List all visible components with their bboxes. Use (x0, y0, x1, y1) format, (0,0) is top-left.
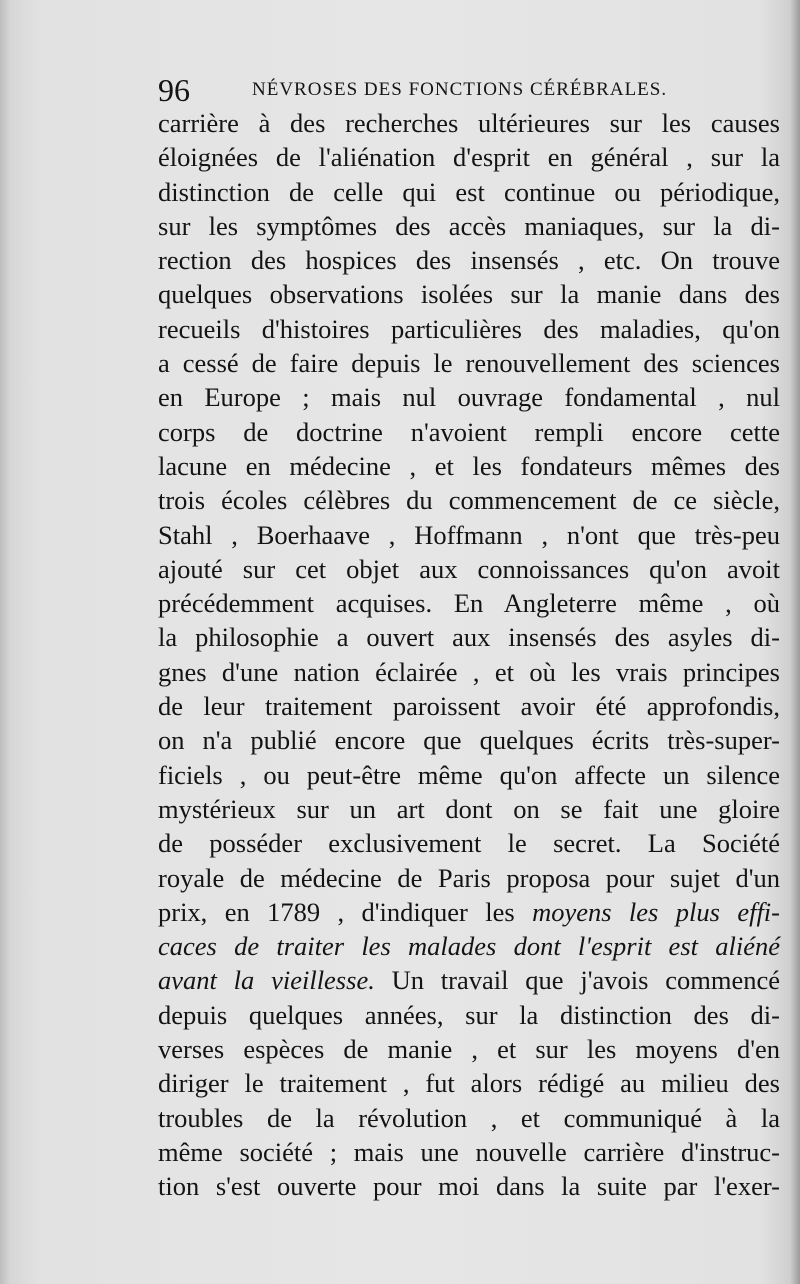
text-line: mystérieux sur un art dont on se fait une gloire (158, 793, 780, 824)
text-line-mixed (158, 963, 780, 997)
text-line: carrière à des recherches ultérieures sur les causes (158, 108, 780, 138)
text-line: trois écoles célèbres du commencement de ce siècle, (158, 485, 780, 516)
text-line: de posséder exclusivement le secret. La Société (158, 828, 780, 859)
text-line: diriger le traitement , fut alors rédigé au milieu des (158, 1068, 780, 1099)
text-line: Stahl , Boerhaave , Hoffmann , n'ont que très-peu (158, 519, 780, 550)
text-line: tion s'est ouverte pour moi dans la suite par l'exer- (158, 1171, 780, 1202)
text-line: ajouté sur cet objet aux connoissances qu'on avoit (158, 553, 780, 584)
text-line: corps de doctrine n'avoient rempli encore cette (158, 416, 780, 447)
italic-segment: moyens les plus effi- (532, 896, 780, 927)
text-line: de leur traitement paroissent avoir été approfondis, (158, 691, 780, 722)
page-header (158, 70, 778, 110)
italic-segment: avant la vieillesse. (158, 965, 375, 996)
text-line: éloignées de l'aliénation d'esprit en général , sur la (158, 142, 780, 173)
roman-segment: Un travail que j'avois commencé (374, 965, 780, 996)
text-line: précédemment acquises. En Angleterre même , où (158, 588, 780, 619)
text-line: distinction de celle qui est continue ou périodique, (158, 176, 780, 207)
text-line: troubles de la révolution , et communiqué à la (158, 1102, 780, 1133)
text-line: verses espèces de manie , et sur les moyens d'en (158, 1034, 780, 1065)
text-line-italic: caces de traiter les malades dont l'esprit est aliéné (158, 931, 780, 962)
roman-segment: prix, en 1789 , d'indiquer les (158, 896, 533, 927)
text-line: a cessé de faire depuis le renouvellement des sciences (158, 348, 780, 379)
text-line: quelques observations isolées sur la manie dans des (158, 279, 780, 310)
text-line: sur les symptômes des accès maniaques, sur la di- (158, 210, 780, 241)
text-line: la philosophie a ouvert aux insensés des asyles di- (158, 622, 780, 653)
text-line: on n'a publié encore que quelques écrits très-super- (158, 725, 780, 756)
text-line: lacune en médecine , et les fondateurs mêmes des (158, 450, 780, 481)
running-head: NÉVROSES DES FONCTIONS CÉRÉBRALES. (252, 79, 668, 100)
body-text (158, 106, 780, 1204)
text-line: rection des hospices des insensés , etc. On trouve (158, 245, 780, 276)
text-line: en Europe ; mais nul ouvrage fondamental , nul (158, 382, 780, 413)
text-line-mixed (158, 895, 780, 929)
text-line: gnes d'une nation éclairée , et où les vrais principes (158, 656, 780, 687)
text-line: royale de médecine de Paris proposa pour sujet d'un (158, 862, 780, 893)
text-line: même société ; mais une nouvelle carrière d'instruc- (158, 1136, 780, 1167)
page-number: 96 (158, 72, 190, 108)
text-line: recueils d'histoires particulières des maladies, qu'on (158, 313, 780, 344)
text-line: ficiels , ou peut-être même qu'on affecte un silence (158, 759, 780, 790)
text-line: depuis quelques années, sur la distinction des di- (158, 999, 780, 1030)
